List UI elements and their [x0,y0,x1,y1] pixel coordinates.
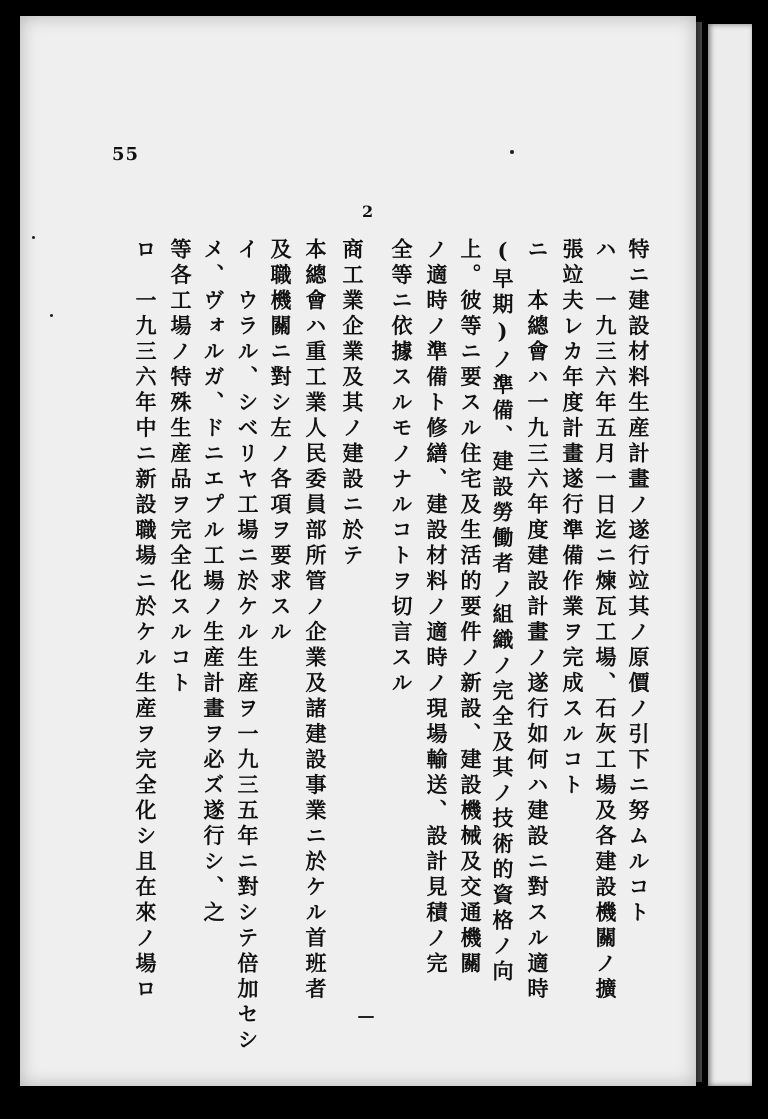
text-column-9: 商工業企業及其ノ建設ニ於テ [340,238,365,570]
scan-speck [32,236,35,239]
text-column-13: メ、ヴォルガ、ドニエプル工場ノ生産計畫ヲ必ズ遂行シ、之 [201,238,226,927]
scan-speck [510,150,514,154]
text-column-3: 張竝夫レカ年度計畫遂行準備作業ヲ完成スルコト [560,238,585,799]
scan-speck [358,1016,374,1018]
text-column-4: ニ 本總會ハ一九三六年度建設計畫ノ遂行如何ハ建設ニ對スル適時 [525,238,550,1003]
text-column-2: ハ 一九三六年五月一日迄ニ煉瓦工場、石灰工場及各建設機關ノ擴 [593,238,618,1003]
text-column-10: 本總會ハ重工業人民委員部所管ノ企業及諸建設事業ニ於ケル首班者 [303,238,328,1003]
document-page [20,16,696,1086]
scan-speck [50,314,53,317]
section-number: 2 [362,202,374,221]
adjacent-page [708,24,752,1086]
text-column-12: イ ウラル、シベリヤ工場ニ於ケル生産ヲ一九三五年ニ對シテ倍加セシ [235,238,260,1054]
text-column-15: ロ 一九三六年中ニ新設職場ニ於ケル生産ヲ完全化シ且在來ノ場ロ [133,238,158,1003]
page-number: 55 [112,144,140,165]
text-column-14: 等各工場ノ特殊生産品ヲ完全化スルコト [168,238,193,697]
text-column-6: 上。彼等ニ要スル住宅及生活的要件ノ新設、建設機械及交通機關 [458,238,483,978]
text-column-1: 特ニ建設材料生産計畫ノ遂行竝其ノ原價ノ引下ニ努ムルコト [626,238,651,927]
text-column-8: 全等ニ依據スルモノナルコトヲ切言スル [389,238,414,697]
text-column-11: 及職機關ニ對シ左ノ各項ヲ要求スル [268,238,293,646]
text-column-5: (早期)ノ準備、建設勞働者ノ組織ノ完全及其ノ技術的資格ノ向 [490,238,515,986]
text-column-7: ノ適時ノ準備ト修繕、建設材料ノ適時ノ現場輸送、設計見積ノ完 [424,238,449,978]
